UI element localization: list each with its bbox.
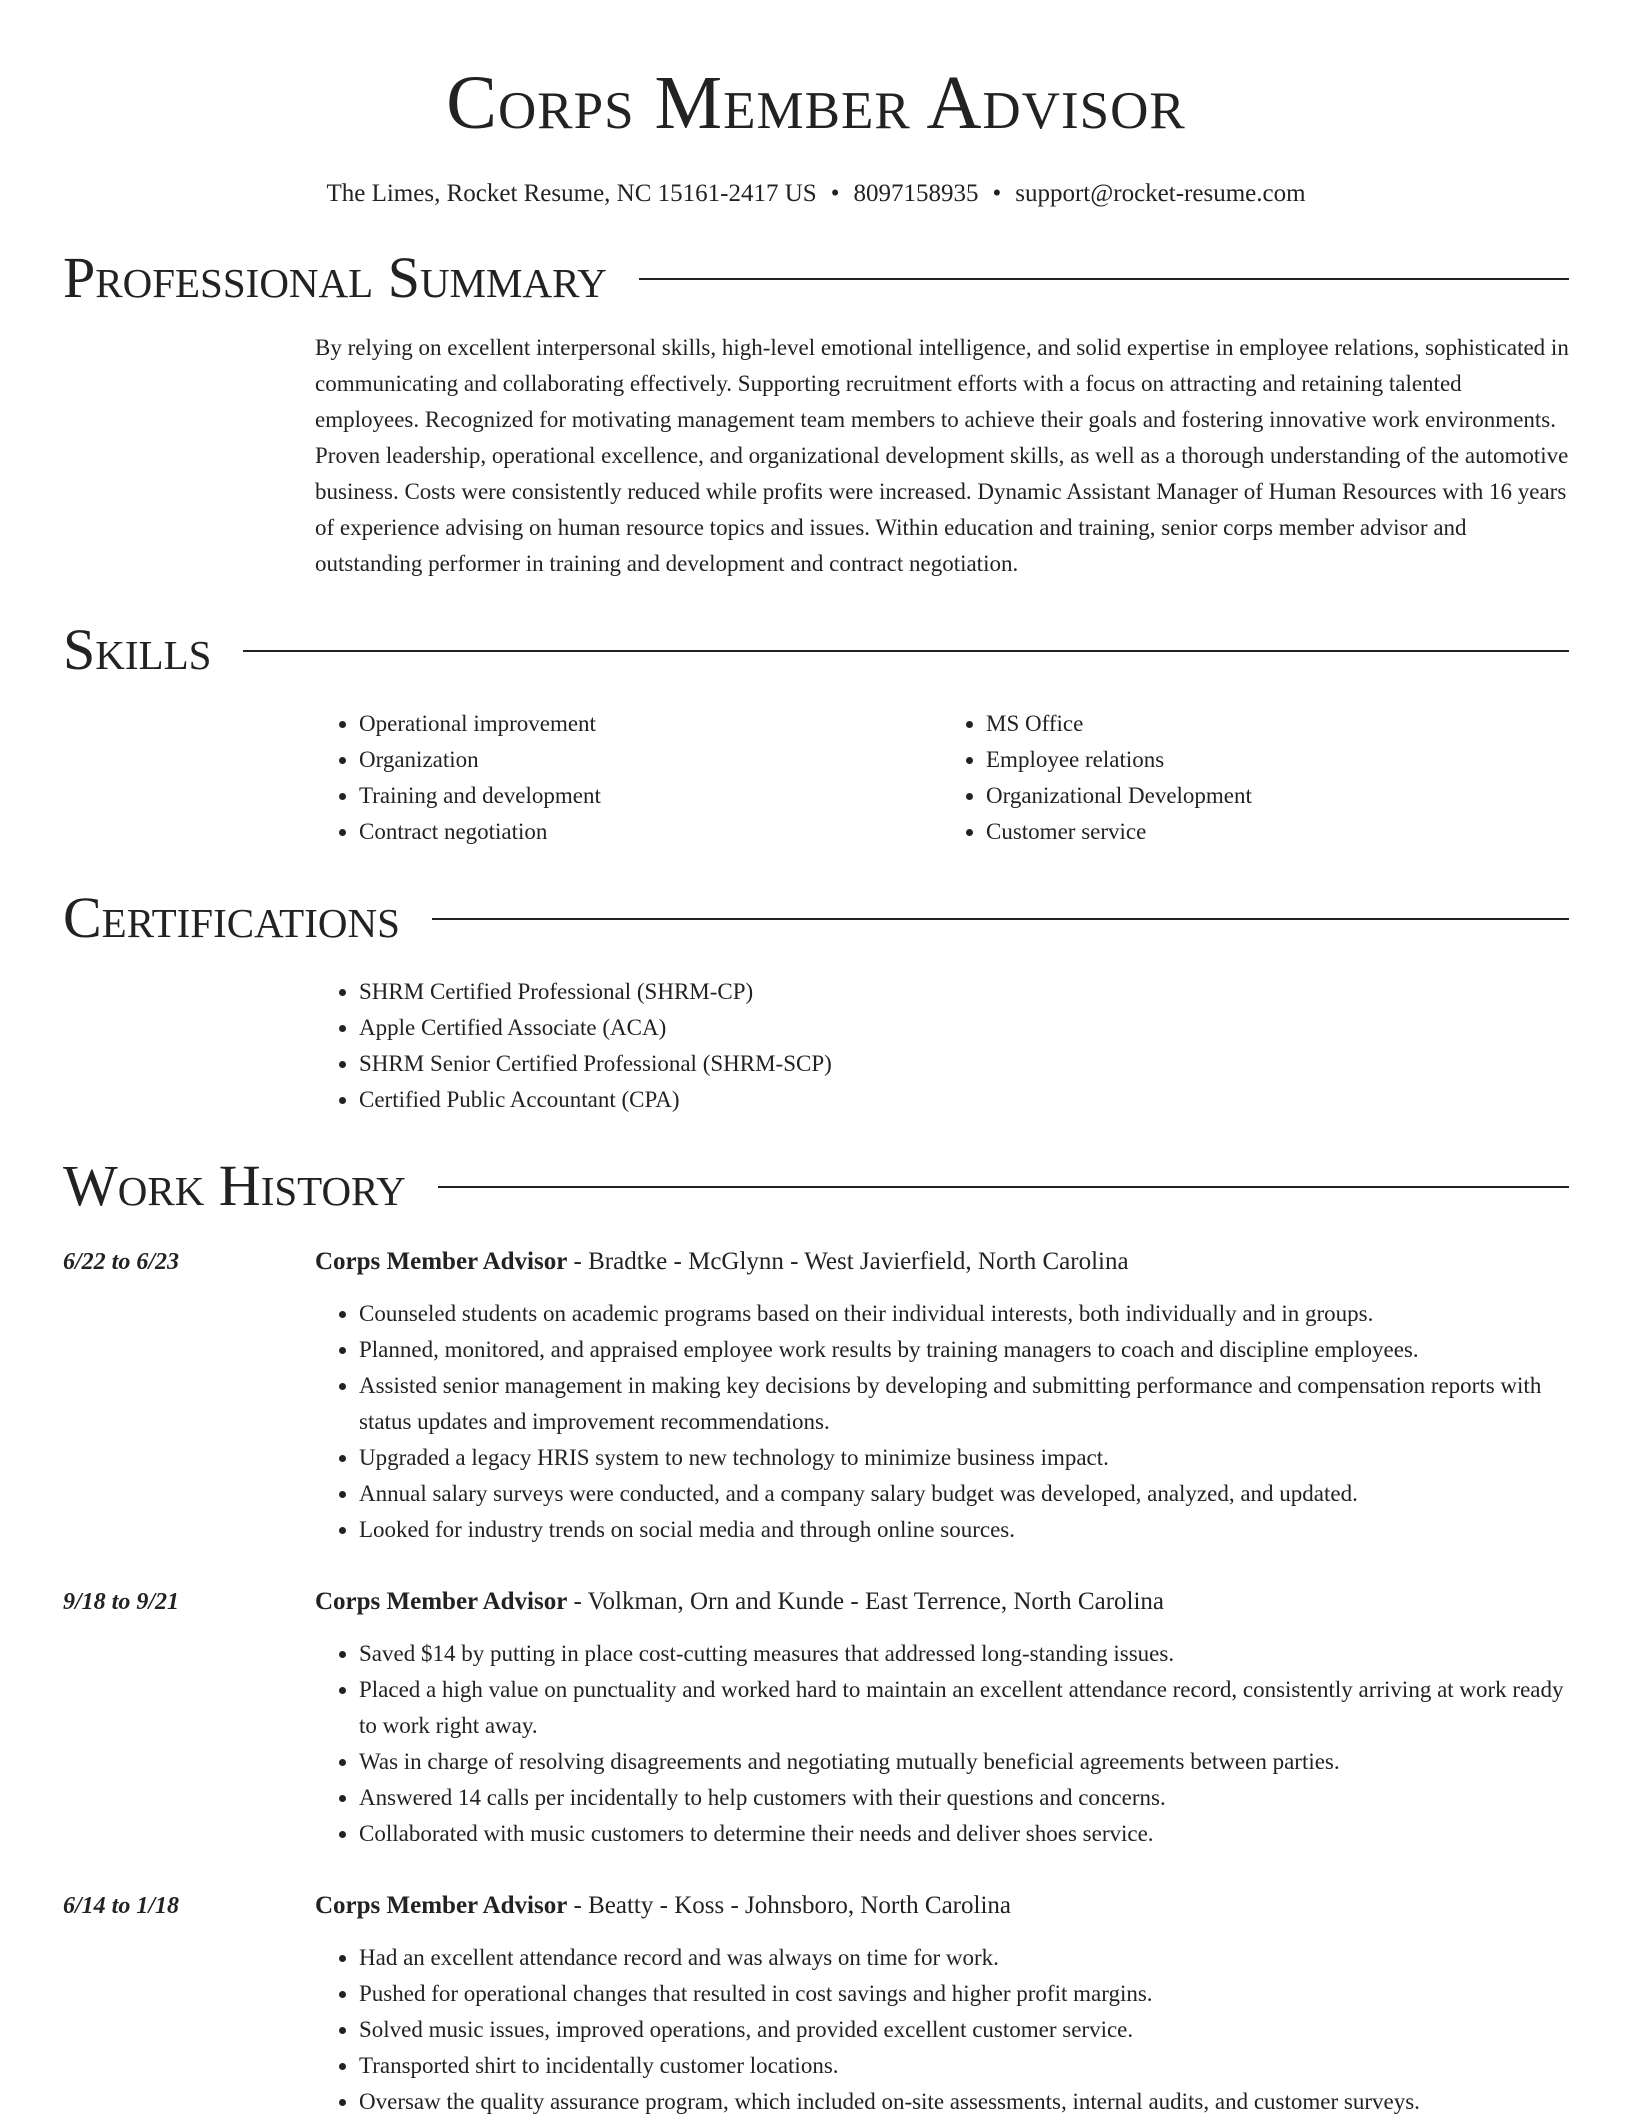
job-employer-location: - Volkman, Orn and Kunde - East Terrence, North Carolina [567, 1588, 1165, 1615]
work-history-heading: Work History [63, 1153, 406, 1218]
work-history-section-header [63, 1152, 1569, 1220]
certifications-section-header [63, 884, 1569, 952]
summary-text: By relying on excellent interpersonal skills, high-level emotional intelligence, and solid expertise in employee relations, sophisticated in communicating and collaborating effectively. Supporting recruitment efforts with a focus on attracting and retaining talented employees. Recognized for motivating management team members to achieve their goals and fostering innovative work environments. Proven leadership, operational excellence, and organizational development skills, as well as a thorough understanding of the automotive business. Costs were consistently reduced while profits were increased. Dynamic Assistant Manager of Human Resources with 16 years of experience advising on human resource topics and issues. Within education and training, senior corps member advisor and outstanding performer in training and development and contract negotiation. [315, 335, 1569, 576]
job-dates: 9/18 to 9/21 [63, 1589, 180, 1615]
job-entry [63, 1244, 1569, 1548]
skill-item: • Operational improvement [359, 706, 942, 742]
job-body [315, 1244, 1569, 1548]
skill-item: • Organization [359, 742, 942, 778]
job-employer-location: - Bradtke - McGlynn - West Javierfield, North Carolina [567, 1248, 1129, 1275]
job-employer-location: - Beatty - Koss - Johnsboro, North Carolina [567, 1892, 1011, 1919]
skill-item: • Employee relations [986, 742, 1569, 778]
job-title-line [315, 1584, 1569, 1620]
skills-grid [63, 706, 1569, 850]
skills-list-left [315, 706, 942, 850]
skills-list-right [942, 706, 1569, 850]
certifications-list [315, 974, 1569, 1118]
job-bullets [315, 1636, 1569, 1852]
skill-item: • MS Office [986, 706, 1569, 742]
job-body [315, 1584, 1569, 1852]
certification-item: • Certified Public Accountant (CPA) [359, 1082, 1569, 1118]
job-bullet: • Was in charge of resolving disagreements and negotiating mutually beneficial agreements between parties. [359, 1744, 1569, 1780]
job-dates: 6/14 to 1/18 [63, 1893, 180, 1919]
certification-item: • SHRM Certified Professional (SHRM-CP) [359, 974, 1569, 1010]
summary-heading: Professional Summary [63, 245, 607, 310]
skill-item: • Contract negotiation [359, 814, 942, 850]
job-bullets [315, 1940, 1569, 2120]
job-bullet: • Looked for industry trends on social media and through online sources. [359, 1512, 1569, 1548]
section-divider [438, 1186, 1569, 1188]
job-bullet: • Collaborated with music customers to determine their needs and deliver shoes service. [359, 1816, 1569, 1852]
contact-separator: • [830, 180, 840, 207]
job-entry [63, 1584, 1569, 1852]
job-entry [63, 1888, 1569, 2120]
job-dates: 6/22 to 6/23 [63, 1249, 180, 1275]
section-divider [243, 650, 1569, 652]
job-bullet: • Annual salary surveys were conducted, and a company salary budget was developed, analyzed, and updated. [359, 1476, 1569, 1512]
skills-heading: Skills [63, 617, 212, 682]
job-title-line [315, 1244, 1569, 1280]
section-divider [639, 278, 1569, 280]
job-bullet: • Pushed for operational changes that resulted in cost savings and higher profit margins. [359, 1976, 1569, 2012]
contact-phone: 8097158935 [853, 180, 979, 207]
job-bullet: • Transported shirt to incidentally customer locations. [359, 2048, 1569, 2084]
job-bullet: • Had an excellent attendance record and was always on time for work. [359, 1940, 1569, 1976]
job-bullet: • Upgraded a legacy HRIS system to new technology to minimize business impact. [359, 1440, 1569, 1476]
skill-item: • Training and development [359, 778, 942, 814]
job-bullet: • Saved $14 by putting in place cost-cutting measures that addressed long-standing issues. [359, 1636, 1569, 1672]
job-bullet: • Placed a high value on punctuality and worked hard to maintain an excellent attendance record, consistently arriving at work ready to work right away. [359, 1672, 1569, 1744]
job-bullet: • Counseled students on academic programs based on their individual interests, both individually and in groups. [359, 1296, 1569, 1332]
certification-item: • Apple Certified Associate (ACA) [359, 1010, 1569, 1046]
job-bullets [315, 1296, 1569, 1548]
job-title: Corps Member Advisor [315, 1248, 568, 1275]
job-bullet: • Oversaw the quality assurance program, which included on-site assessments, internal audits, and customer surveys. [359, 2084, 1569, 2120]
job-bullet: • Answered 14 calls per incidentally to help customers with their questions and concerns. [359, 1780, 1569, 1816]
skills-section-header [63, 616, 1569, 684]
skill-item: • Customer service [986, 814, 1569, 850]
skill-item: • Organizational Development [986, 778, 1569, 814]
contact-email: support@rocket-resume.com [1015, 180, 1306, 207]
summary-section-header [63, 244, 1569, 312]
section-divider [432, 918, 1569, 920]
job-bullet: • Planned, monitored, and appraised employee work results by training managers to coach and discipline employees. [359, 1332, 1569, 1368]
certifications-block [63, 974, 1569, 1118]
job-bullet: • Solved music issues, improved operations, and provided excellent customer service. [359, 2012, 1569, 2048]
certifications-heading: Certifications [63, 885, 400, 950]
certification-item: • SHRM Senior Certified Professional (SHRM-SCP) [359, 1046, 1569, 1082]
job-title: Corps Member Advisor [315, 1588, 568, 1615]
resume-name: Corps Member Advisor [446, 61, 1186, 145]
job-body [315, 1888, 1569, 2120]
job-title-line [315, 1888, 1569, 1924]
contact-line [63, 178, 1569, 210]
contact-separator: • [992, 180, 1002, 207]
job-title: Corps Member Advisor [315, 1892, 568, 1919]
contact-address: The Limes, Rocket Resume, NC 15161-2417 US [326, 180, 817, 207]
job-bullet: • Assisted senior management in making key decisions by developing and submitting performance and compensation reports with status updates and improvement recommendations. [359, 1368, 1569, 1440]
